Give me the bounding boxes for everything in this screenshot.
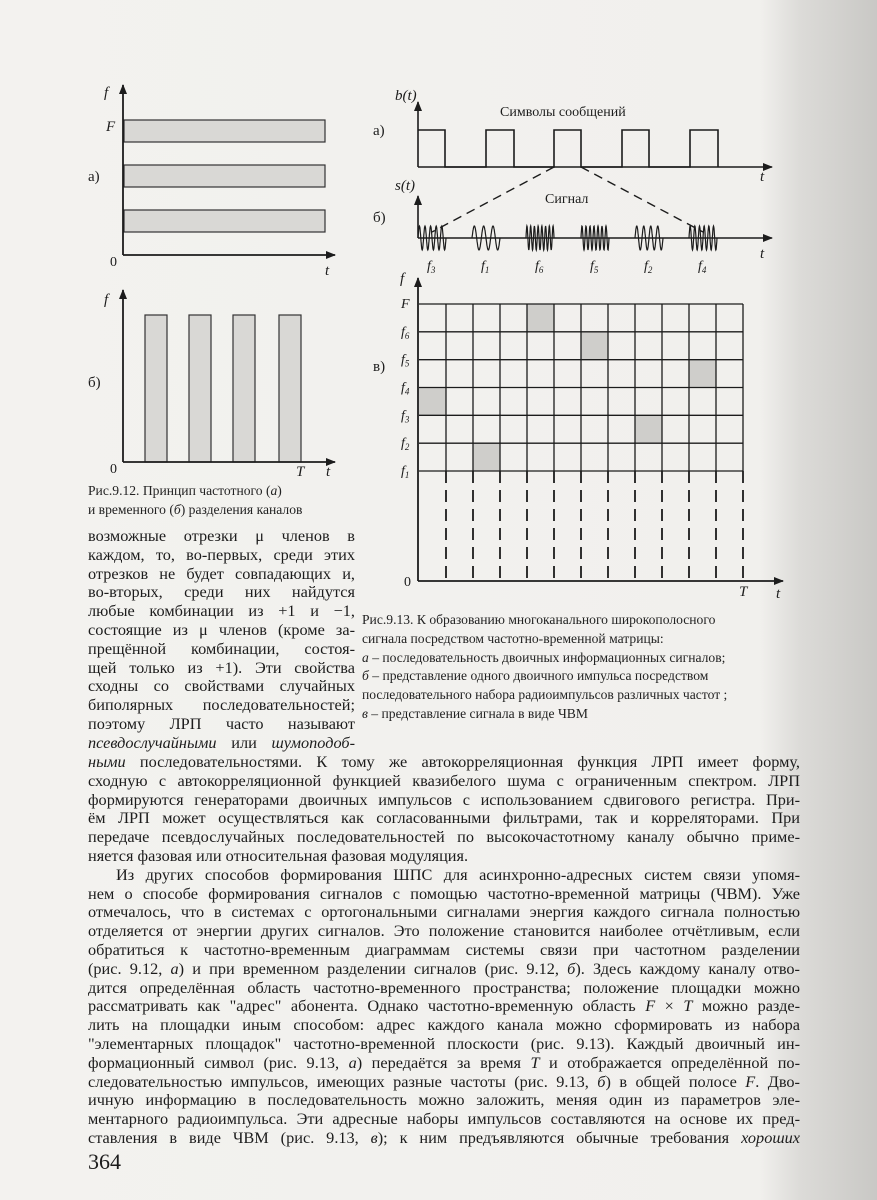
- burst-frequency-label: $f_6$: [535, 259, 544, 275]
- frequency-label: $f_4$: [401, 380, 410, 397]
- text-run: ×: [655, 996, 684, 1016]
- text-run: сходны со свойствами случайных: [88, 676, 355, 696]
- label-T: T: [739, 584, 748, 600]
- text-run: Из других способов формирования ШПС для асинхронно-адресных систем связи упомя-: [116, 864, 800, 884]
- italic-text: T: [530, 1052, 540, 1072]
- text-line: [88, 791, 800, 810]
- text-run: Рис.9.12. Принцип частотного (: [88, 483, 271, 498]
- subscript: 5: [404, 358, 410, 369]
- text-run: или: [216, 732, 272, 752]
- text-line: [88, 1035, 800, 1054]
- subscript: 4: [701, 265, 707, 275]
- text-run: дится определённая область частотно-временного пространства; положение площадки можно: [88, 977, 800, 997]
- text-line: [88, 885, 800, 904]
- time-slot: [189, 315, 211, 462]
- text-run: ) разделения каналов: [180, 501, 303, 517]
- text-run: и временного (: [88, 501, 174, 517]
- text-line: [88, 527, 355, 546]
- italic-text: б: [597, 1071, 606, 1091]
- text-run: лить на площадки иным способом: адрес каждого канала можно сформировать из набора: [88, 1015, 800, 1035]
- text-line: [88, 546, 355, 565]
- text-run: ментарного радиоимпульса. Эти адресные наборы импульсов составляются на основе их пред-: [88, 1109, 800, 1129]
- frequency-label: $f_6$: [401, 324, 410, 341]
- caption-line: [362, 649, 727, 668]
- text-line: [88, 753, 800, 772]
- text-run: ) передаётся за время: [356, 1052, 531, 1072]
- origin-label: 0: [110, 462, 117, 477]
- label-T: T: [296, 464, 305, 480]
- text-run: последовательностями. К тому же автокорреляционная функция ЛРП имеет форму,: [125, 752, 800, 771]
- text-run: ) в общей полосе: [605, 1071, 746, 1091]
- figure-9-13-caption: [362, 611, 727, 724]
- figure-9-12-caption: [88, 482, 302, 520]
- text-run: отмечалось, что в системах с ортогональными сигналами энергия каждого сигнала полностью: [88, 902, 800, 922]
- caption-line: [362, 667, 727, 686]
- text-run: Рис.9.13. К образованию многоканального широкополосного: [362, 612, 716, 627]
- text-line: [88, 847, 800, 866]
- time-slot: [145, 315, 167, 462]
- axis-label-s-t: s(t): [395, 178, 415, 194]
- text-line: [88, 565, 355, 584]
- text-run: поэтому ЛРП часто называют: [88, 714, 355, 733]
- frequency-label: $f_1$: [401, 464, 410, 480]
- text-run: можно разде-: [692, 996, 801, 1016]
- text-run: следовательностью импульсов, имеющих разные частоты (рис. 9.13,: [88, 1071, 598, 1091]
- italic-text: а: [362, 649, 369, 665]
- panel-label-a: а): [88, 169, 100, 185]
- label-F: F: [106, 119, 116, 135]
- fig-9-12-a-frequency-division: [88, 85, 335, 279]
- symbols-title: Символы сообщений: [500, 105, 626, 120]
- caption-line: [362, 630, 727, 649]
- caption-line: [88, 501, 302, 520]
- fig-9-13-v-time-frequency-matrix: [373, 271, 783, 600]
- text-run: формационный символ (рис. 9.13,: [88, 1052, 349, 1072]
- label-F: F: [401, 297, 410, 312]
- italic-text: псевдослучайными: [88, 732, 217, 752]
- text-line: [88, 960, 800, 979]
- frequency-label: $f_5$: [401, 352, 410, 369]
- shaded-cell: [635, 415, 662, 443]
- axis-label-t: t: [326, 464, 331, 480]
- frequency-label: $f_2$: [401, 436, 410, 453]
- axis-label-t: t: [325, 263, 330, 279]
- frequency-band: [124, 165, 325, 187]
- text-line: [88, 809, 800, 828]
- panel-label-b: б): [88, 375, 101, 391]
- axis-label-t: t: [760, 246, 765, 262]
- text-run: – представление сигнала в виде ЧВМ: [367, 705, 588, 721]
- text-run: состоящие из μ членов (кроме за-: [88, 620, 355, 639]
- shaded-cell: [689, 360, 716, 388]
- subscript: 3: [430, 265, 436, 275]
- text-run: любые комбинации из +1 и −1,: [88, 601, 355, 621]
- text-line: [88, 696, 355, 715]
- text-line: [88, 772, 800, 791]
- text-line: [88, 659, 355, 678]
- frequency-band: [124, 120, 325, 142]
- text-line: [88, 997, 800, 1016]
- text-run: отделяется от энергии других сигналов. Это положение становится наиболее отчётливым, если: [88, 921, 800, 941]
- italic-text: б: [567, 958, 576, 978]
- signal-title: Сигнал: [545, 192, 589, 207]
- fig-9-12-b-time-division: [88, 290, 335, 480]
- frequency-band: [124, 210, 325, 232]
- text-line: [88, 602, 355, 621]
- time-slot: [279, 315, 301, 462]
- panel-label-v: в): [373, 359, 386, 375]
- text-run: – последовательность двоичных информационных сигналов;: [368, 649, 726, 665]
- text-run: прещённой комбинации, состоя-: [88, 638, 355, 658]
- text-run: во-вторых, среди них найдутся: [88, 582, 355, 602]
- text-line: [88, 621, 355, 640]
- page-number: 364: [88, 1149, 121, 1174]
- italic-text: F: [645, 996, 656, 1016]
- subscript: 2: [404, 442, 410, 453]
- text-run: возможные отрезки μ членов в: [88, 526, 355, 545]
- text-run: нем о способе формирования сигналов с помощью частотно-временной матрицы (ЧВМ). Уже: [88, 883, 800, 903]
- shaded-cell: [473, 443, 500, 471]
- text-run: обратиться к частотно-временным диаграммам системы связи при частотном разделении: [88, 940, 800, 959]
- subscript: 4: [404, 386, 410, 397]
- axis-label-f: f: [400, 271, 405, 287]
- text-line: [88, 1129, 800, 1148]
- text-run: ); к ним предъявляются обычные требования: [377, 1128, 742, 1147]
- axis-label-f: f: [104, 85, 109, 101]
- text-line: [88, 828, 800, 847]
- caption-line: [88, 482, 302, 501]
- subscript: 2: [647, 265, 653, 275]
- fig-9-13-a-message-symbols: [373, 88, 772, 232]
- subscript: 1: [484, 265, 490, 275]
- burst-frequency-label: $f_4$: [698, 259, 707, 275]
- text-run: ичную информацию в последовательность можно заложить, меняя один из параметров эле-: [88, 1090, 800, 1110]
- text-run: . Дво-: [755, 1071, 800, 1091]
- text-run: рассматривать как "адрес" абонента. Однако частотно-временную область: [88, 996, 646, 1016]
- shaded-cell: [527, 304, 554, 332]
- italic-text: T: [683, 996, 693, 1016]
- text-run: сигнала посредством частотно-временной матрицы:: [362, 630, 664, 646]
- text-run: ) и при временном разделении сигналов (рис. 9.12,: [178, 958, 568, 978]
- origin-label: 0: [110, 255, 117, 270]
- subscript: 6: [404, 330, 410, 341]
- text-run: ём ЛРП может осуществляться как согласованными фильтрами, так и корреляторами. При: [88, 808, 800, 828]
- italic-text: а: [170, 958, 179, 978]
- text-run: "элементарных площадок" частотно-временной плоскости (рис. 9.13). Каждый двоичный ин-: [88, 1034, 800, 1053]
- burst-frequency-label: $f_1$: [481, 259, 490, 275]
- time-slot: [233, 315, 255, 462]
- frequency-label: $f_3$: [401, 408, 410, 425]
- subscript: 5: [593, 265, 599, 275]
- italic-text: в: [362, 705, 368, 721]
- text-line: [88, 1016, 800, 1035]
- text-line: [88, 866, 800, 885]
- text-run: отрезков не будет совпадающих и,: [88, 563, 355, 583]
- panel-label-a: а): [373, 123, 385, 139]
- caption-line: [362, 611, 727, 630]
- italic-text: шумоподоб-: [271, 732, 355, 752]
- subscript: 6: [538, 265, 544, 275]
- text-run: щей только из +1). Эти свойства: [88, 657, 355, 677]
- text-run: передаче псевдослучайных последовательностей по высокочастотному каналу обычно приме-: [88, 827, 800, 847]
- shaded-cell: [581, 332, 608, 360]
- italic-text: б: [362, 668, 369, 684]
- text-run: ставления в виде ЧВМ (рис. 9.13,: [88, 1128, 371, 1147]
- text-line: [88, 734, 355, 753]
- subscript: 3: [404, 414, 410, 425]
- text-line: [88, 941, 800, 960]
- text-line: [88, 1110, 800, 1129]
- italic-text: а: [270, 483, 278, 498]
- text-line: [88, 903, 800, 922]
- italic-text: ными: [88, 752, 126, 771]
- text-line: [88, 715, 355, 734]
- burst-frequency-label: $f_3$: [427, 259, 436, 275]
- axis-label-b-t: b(t): [395, 88, 417, 104]
- text-run: ). Здесь каждому каналу отво-: [575, 958, 800, 978]
- burst-frequency-label: $f_5$: [590, 259, 599, 275]
- text-line: [88, 1091, 800, 1110]
- text-run: (рис. 9.12,: [88, 958, 171, 978]
- text-line: [88, 583, 355, 602]
- axis-label-t: t: [776, 586, 781, 600]
- italic-text: в: [370, 1128, 378, 1147]
- italic-text: б: [173, 501, 181, 517]
- text-line: [88, 979, 800, 998]
- text-line: [88, 1073, 800, 1092]
- italic-text: а: [348, 1052, 357, 1072]
- text-run: и отображается определённой по-: [539, 1052, 800, 1072]
- italic-text: F: [745, 1071, 756, 1091]
- caption-line: [362, 705, 727, 724]
- text-run: биполярных последовательностей;: [88, 695, 355, 715]
- text-run: сходную с автокорреляционной функцией квазибелого шума с ограниченным спектром. ЛРП: [88, 770, 800, 790]
- burst-frequency-label: $f_2$: [644, 259, 653, 275]
- text-run: формируются генераторами двоичных импульсов с использованием сдвигового регистра. При-: [88, 789, 800, 809]
- axis-label-t: t: [760, 169, 765, 185]
- italic-text: хороших: [741, 1128, 800, 1147]
- text-line: [88, 640, 355, 659]
- subscript: 1: [404, 470, 410, 480]
- text-run: няется фазовая или относительная фазовая модуляция.: [88, 846, 469, 865]
- text-line: [88, 922, 800, 941]
- text-run: каждом, то, во-первых, среди этих: [88, 544, 355, 564]
- axis-label-f: f: [104, 292, 109, 308]
- panel-label-b: б): [373, 210, 386, 226]
- text-run: последовательного набора радиоимпульсов различных частот ;: [362, 687, 728, 703]
- text-line: [88, 677, 355, 696]
- caption-line: [362, 686, 727, 705]
- shaded-cell: [419, 388, 446, 416]
- origin-label: 0: [404, 575, 411, 590]
- text-run: – представление одного двоичного импульса посредством: [368, 668, 709, 684]
- text-run: ): [277, 483, 282, 498]
- text-line: [88, 1054, 800, 1073]
- fig-9-13-b-signal: [373, 178, 772, 275]
